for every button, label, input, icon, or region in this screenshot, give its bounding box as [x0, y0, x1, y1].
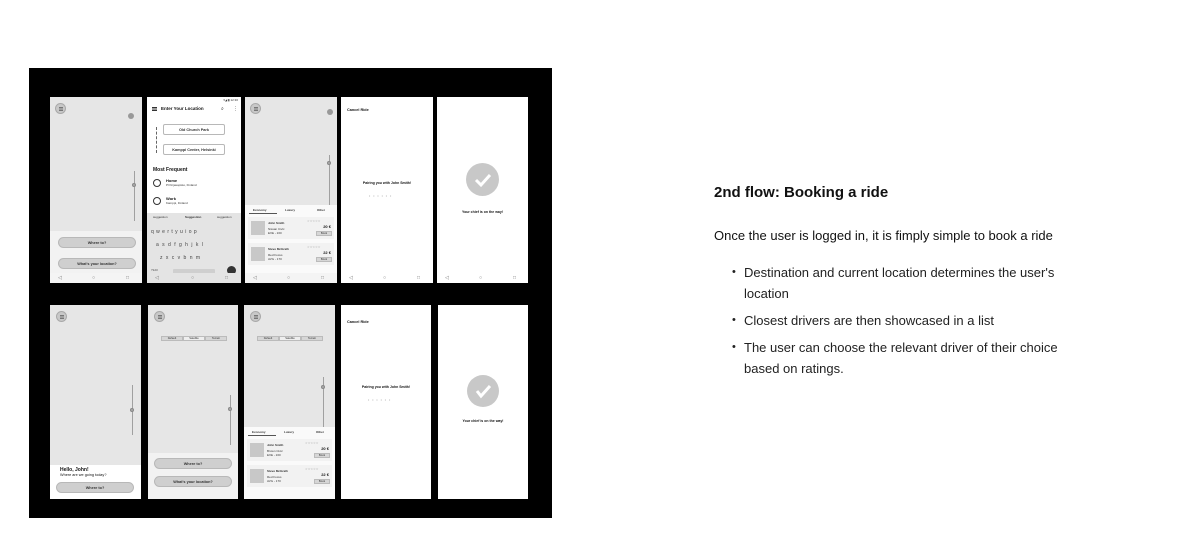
book-button[interactable]: Book	[314, 479, 330, 484]
suggestion-2[interactable]: Suggestion	[185, 215, 202, 219]
map-type-default[interactable]: Default	[161, 336, 183, 341]
driver-plate: AVG - 170	[268, 257, 282, 261]
your-location-button[interactable]: What's your location?	[58, 258, 136, 269]
hamburger-icon[interactable]	[152, 107, 157, 108]
menu-icon[interactable]	[250, 311, 261, 322]
driver-name: Steve McGrath	[267, 469, 289, 473]
tab-other[interactable]: Other	[317, 208, 326, 212]
tab-economy[interactable]: Economy	[252, 430, 266, 434]
home-icon[interactable]: ○	[383, 275, 387, 281]
keyboard-row-1[interactable]: q w e r t y u i o p	[151, 229, 197, 235]
driver-rating: ☆☆☆☆☆	[305, 441, 319, 445]
driver-car: Nissan Civic	[268, 227, 285, 231]
chief-on-the-way-text: Your chief is on the way!	[462, 419, 504, 423]
home-icon[interactable]: ○	[191, 275, 195, 281]
recent-apps-icon[interactable]: □	[513, 275, 517, 281]
driver-car: Red Focus	[268, 253, 283, 257]
zoom-slider[interactable]	[230, 395, 231, 445]
driver-name: Steve McGrath	[268, 247, 290, 251]
driver-photo	[250, 443, 264, 457]
map-type-terrain[interactable]: Terrain	[205, 336, 227, 341]
driver-sheet	[244, 427, 335, 499]
check-icon	[467, 375, 499, 407]
driver-card[interactable]	[248, 217, 334, 239]
zoom-slider-knob[interactable]	[327, 161, 331, 165]
location-title: Enter Your Location	[161, 106, 204, 111]
bullet-item: • Destination and current location determines the user's location	[714, 262, 1074, 304]
pairing-text: Pairing you with John Smith!	[361, 385, 411, 389]
driver-plate: EXE - 160	[268, 231, 282, 235]
greeting-title: Hello, John!	[60, 467, 89, 473]
driver-plate: AVG - 170	[267, 479, 281, 483]
check-icon	[466, 163, 499, 196]
tab-luxury[interactable]: Luxury	[284, 430, 295, 434]
wireframe-screen-map-type	[148, 305, 238, 499]
android-navbar	[245, 273, 337, 283]
cancel-ride-link[interactable]: Cancel Ride	[347, 320, 369, 324]
keyboard-row-3[interactable]: z x c v b n m	[160, 255, 201, 261]
android-navbar	[147, 273, 241, 283]
wireframe-board	[29, 68, 552, 518]
map-type-terrain[interactable]: Terrain	[301, 336, 323, 341]
wireframe-screen-on-the-way	[438, 305, 528, 499]
work-place-address: Kamppi, Finland	[166, 201, 188, 205]
driver-plate: EXE - 160	[267, 453, 281, 457]
to-field[interactable]: Kamppi Center, Helsinki	[163, 144, 225, 155]
menu-icon[interactable]	[250, 103, 261, 114]
driver-price: 22 €	[323, 250, 331, 255]
zoom-slider-knob[interactable]	[132, 183, 136, 187]
driver-card[interactable]	[247, 439, 332, 461]
cancel-ride-link[interactable]: Cancel Ride	[347, 108, 369, 112]
wireframe-screen-hello	[50, 305, 141, 499]
home-place-icon	[153, 179, 161, 187]
where-to-button[interactable]: Where to?	[56, 482, 134, 493]
more-icon[interactable]: ⋮	[233, 106, 238, 112]
driver-rating: ☆☆☆☆☆	[305, 467, 319, 471]
tab-underline	[249, 213, 277, 214]
work-place-label[interactable]: Work	[166, 196, 176, 201]
slide-heading: 2nd flow: Booking a ride	[714, 184, 889, 201]
menu-icon[interactable]	[154, 311, 165, 322]
home-icon[interactable]: ○	[92, 275, 96, 281]
bullet-list	[714, 262, 1074, 385]
search-icon[interactable]: ⌕	[221, 106, 224, 112]
driver-price: 22 €	[321, 472, 329, 477]
driver-rating: ☆☆☆☆☆	[307, 219, 321, 223]
recent-apps-icon[interactable]: □	[321, 275, 325, 281]
driver-photo	[251, 221, 265, 235]
menu-icon[interactable]	[55, 103, 66, 114]
driver-photo	[251, 247, 265, 261]
recent-apps-icon[interactable]: □	[225, 275, 229, 281]
android-navbar	[437, 273, 528, 283]
zoom-slider-knob[interactable]	[228, 407, 232, 411]
tab-luxury[interactable]: Luxury	[285, 208, 296, 212]
driver-car: Red Focus	[267, 475, 282, 479]
book-button[interactable]: Book	[316, 257, 332, 262]
wireframe-screen-on-the-way	[437, 97, 528, 283]
recent-apps-icon[interactable]: □	[417, 275, 421, 281]
your-location-button[interactable]: What's your location?	[154, 476, 232, 487]
suggestion-3[interactable]: suggestion	[217, 215, 232, 219]
map-type-satellite[interactable]: Satellite	[279, 336, 301, 341]
loading-dots: • • • • • •	[369, 194, 393, 198]
driver-name: John Smith	[268, 221, 285, 225]
back-icon[interactable]: ◁	[445, 275, 449, 281]
back-icon[interactable]: ◁	[349, 275, 353, 281]
tab-underline	[248, 435, 276, 436]
driver-car: Brown Civic	[267, 449, 283, 453]
driver-rating: ☆☆☆☆☆	[307, 245, 321, 249]
driver-price: 20 €	[323, 224, 331, 229]
work-place-icon	[153, 197, 161, 205]
driver-card[interactable]	[248, 243, 334, 265]
map-type-default[interactable]: Default	[257, 336, 279, 341]
driver-price: 20 €	[321, 446, 329, 451]
back-icon[interactable]: ◁	[253, 275, 257, 281]
home-icon[interactable]: ○	[287, 275, 291, 281]
wireframe-screen-pairing	[341, 97, 433, 283]
most-frequent-heading: Most Frequent	[153, 167, 188, 173]
recent-apps-icon[interactable]: □	[126, 275, 130, 281]
suggestion-1[interactable]: suggestion	[153, 215, 168, 219]
wireframe-screen-enter-location	[147, 97, 241, 283]
book-button[interactable]: Book	[316, 231, 332, 236]
home-place-label[interactable]: Home	[166, 178, 178, 183]
driver-photo	[250, 469, 264, 483]
route-line	[156, 127, 158, 153]
wireframe-screen-map-home	[50, 97, 142, 283]
chief-on-the-way-text: Your chief is on the way!	[462, 210, 503, 214]
back-icon[interactable]: ◁	[58, 275, 62, 281]
back-icon[interactable]: ◁	[155, 275, 159, 281]
pairing-text: Pairing you with John Smith!	[362, 181, 412, 185]
bullet-item: • The user can choose the relevant driver of their choice based on ratings.	[714, 337, 1074, 379]
keyboard-num-key[interactable]: ?123	[151, 268, 158, 272]
tab-economy[interactable]: Economy	[253, 208, 267, 212]
home-icon[interactable]: ○	[479, 275, 483, 281]
driver-name: John Smith	[267, 443, 284, 447]
wireframe-screen-driver-list	[245, 97, 337, 283]
status-bar: ▾◢ ▮ 12:30	[223, 98, 238, 102]
where-to-button[interactable]: Where to?	[58, 237, 136, 248]
wireframe-screen-pairing	[341, 305, 431, 499]
tab-other[interactable]: Other	[316, 430, 325, 434]
menu-icon[interactable]	[56, 311, 67, 322]
zoom-slider-knob[interactable]	[130, 408, 134, 412]
wireframe-screen-driver-list-map	[244, 305, 335, 499]
where-to-button[interactable]: Where to?	[154, 458, 232, 469]
slide-intro: Once the user is logged in, it is fimply simple to book a ride	[714, 228, 1053, 243]
keyboard-row-2[interactable]: a s d f g h j k l	[156, 242, 203, 248]
bullet-item: • Closest drivers are then showcased in a list	[714, 310, 1074, 331]
map-type-satellite[interactable]: Satellite	[183, 336, 205, 341]
android-navbar	[341, 273, 433, 283]
zoom-slider-knob[interactable]	[321, 385, 325, 389]
loading-dots: • • • • • •	[368, 398, 392, 402]
greeting-question: Where are we going today?	[60, 473, 107, 477]
zoom-slider[interactable]	[134, 171, 135, 221]
home-place-address: Pl Kirjasopisto, Finland	[166, 183, 197, 187]
from-field[interactable]: Old Church Park	[163, 124, 225, 135]
locate-icon[interactable]	[128, 113, 134, 119]
book-button[interactable]: Book	[314, 453, 330, 458]
android-navbar	[50, 273, 142, 283]
locate-icon[interactable]	[327, 109, 333, 115]
driver-card[interactable]	[247, 465, 332, 487]
